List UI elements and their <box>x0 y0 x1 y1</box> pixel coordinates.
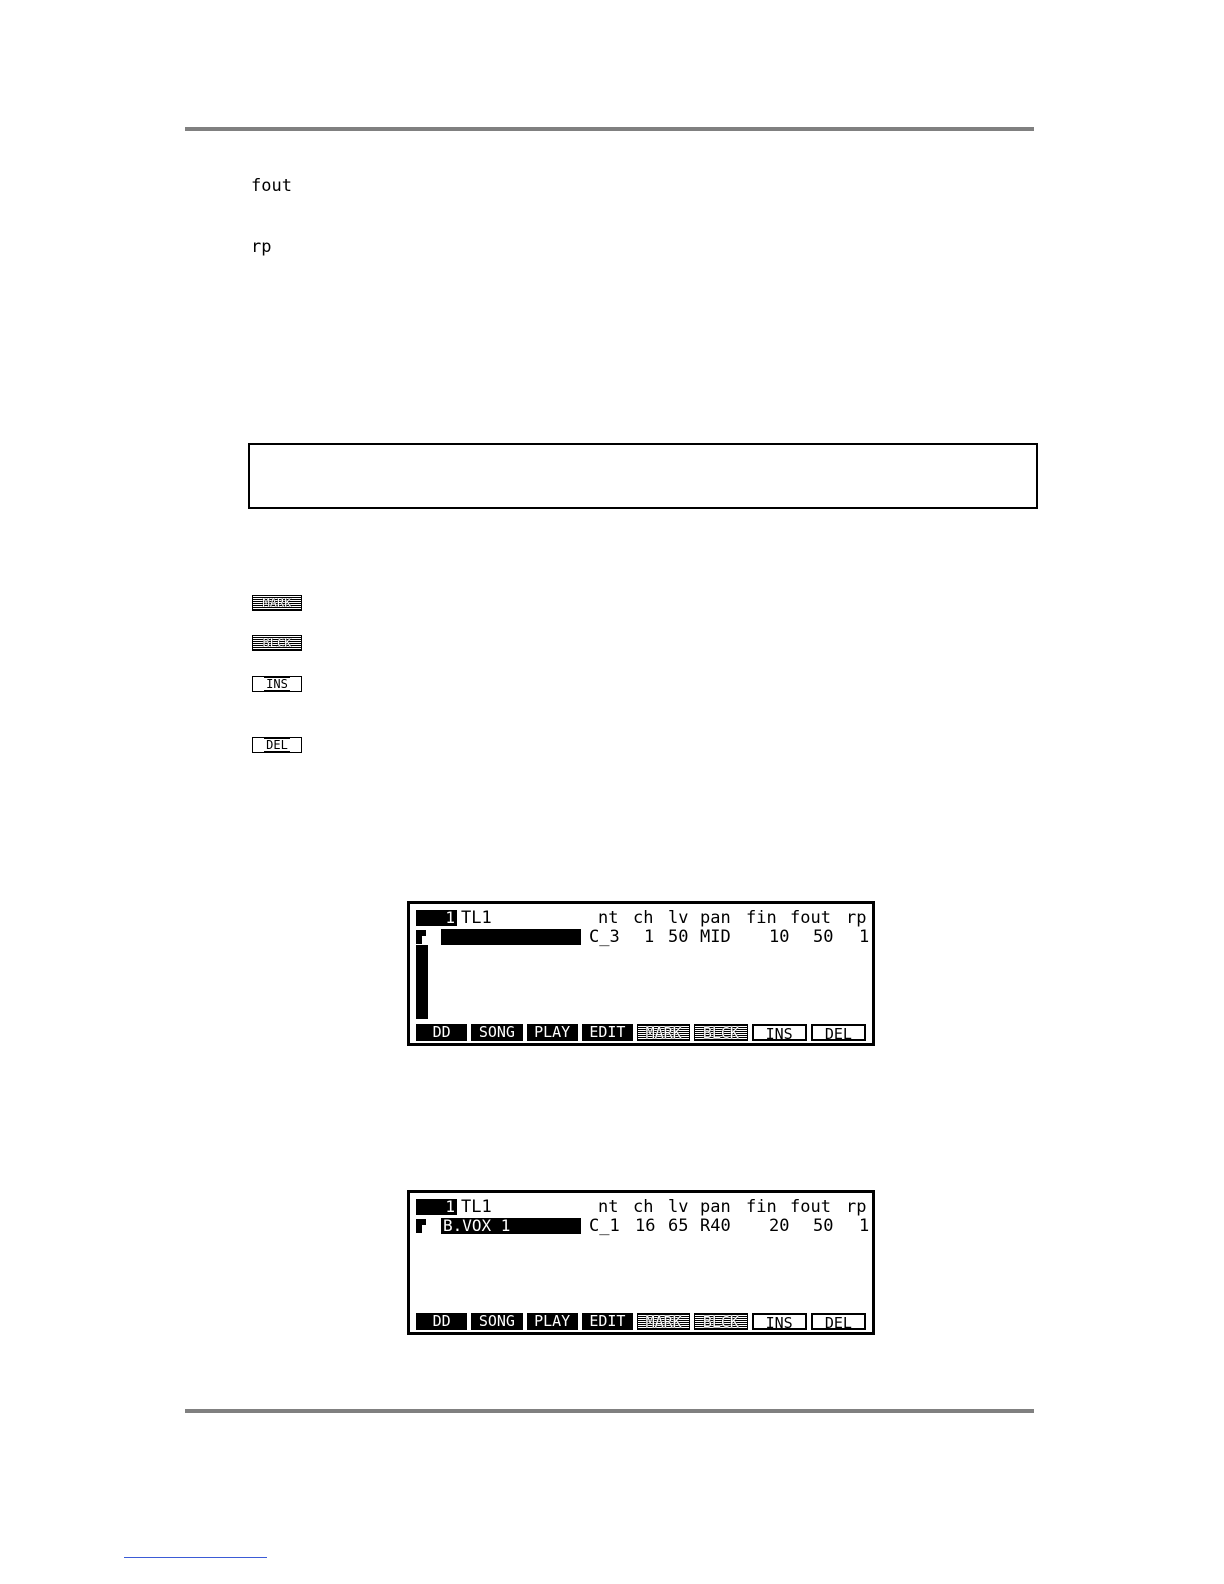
value-nt: C_1 <box>589 1216 620 1236</box>
key-dd: DD <box>416 1024 467 1041</box>
key-mark: MARK <box>637 1313 690 1330</box>
lcd-screen-filled-entry <box>407 1190 875 1335</box>
key-del: DEL <box>811 1024 866 1041</box>
key-play: PLAY <box>527 1313 578 1330</box>
header-rp: rp <box>846 1197 867 1217</box>
cursor-icon <box>416 1219 426 1233</box>
header-lv: lv <box>668 1197 689 1217</box>
track-name: TL1 <box>461 1197 492 1217</box>
scroll-bar <box>416 945 428 1019</box>
track-number: 1 <box>416 1199 457 1215</box>
value-pan: R40 <box>700 1216 731 1236</box>
term-rp: rp <box>251 237 272 257</box>
value-fin: 20 <box>769 1216 790 1236</box>
header-rule <box>185 127 1034 131</box>
del-softkey-icon <box>252 737 302 753</box>
key-blck: BLCK <box>694 1024 747 1041</box>
key-edit: EDIT <box>582 1313 633 1330</box>
function-keys <box>416 1024 866 1041</box>
value-rp: 1 <box>859 927 870 947</box>
key-mark: MARK <box>637 1024 690 1041</box>
sample-name-field: B.VOX 1 <box>441 1218 581 1234</box>
track-name: TL1 <box>461 908 492 928</box>
mark-softkey-icon: MARK <box>252 595 302 611</box>
header-ch: ch <box>633 1197 654 1217</box>
key-dd: DD <box>416 1313 467 1330</box>
header-rp: rp <box>846 908 867 928</box>
sample-name-field <box>441 929 581 945</box>
key-ins: INS <box>752 1313 807 1330</box>
header-ch: ch <box>633 908 654 928</box>
value-lv: 65 <box>668 1216 689 1236</box>
value-nt: C_3 <box>589 927 620 947</box>
ins-softkey-label: INS <box>266 677 288 691</box>
key-ins: INS <box>752 1024 807 1041</box>
lcd-screen-empty-entry <box>407 901 875 1046</box>
header-fout: fout <box>790 908 831 928</box>
key-play: PLAY <box>527 1024 578 1041</box>
key-del: DEL <box>811 1313 866 1330</box>
ins-softkey-icon <box>252 676 302 692</box>
value-lv: 50 <box>668 927 689 947</box>
del-softkey-label: DEL <box>266 738 288 752</box>
footer-link-underline[interactable] <box>124 1557 267 1558</box>
header-lv: lv <box>668 908 689 928</box>
track-number: 1 <box>416 910 457 926</box>
value-ch: 1 <box>644 927 655 947</box>
key-edit: EDIT <box>582 1024 633 1041</box>
note-box <box>248 443 1038 509</box>
key-song: SONG <box>471 1024 522 1041</box>
value-fin: 10 <box>769 927 790 947</box>
value-rp: 1 <box>859 1216 870 1236</box>
header-nt: nt <box>598 1197 619 1217</box>
value-fout: 50 <box>813 927 834 947</box>
value-fout: 50 <box>813 1216 834 1236</box>
footer-rule <box>185 1409 1034 1413</box>
function-keys <box>416 1313 866 1330</box>
header-fin: fin <box>746 1197 777 1217</box>
header-fin: fin <box>746 908 777 928</box>
value-pan: MID <box>700 927 731 947</box>
header-pan: pan <box>700 1197 731 1217</box>
blck-softkey-icon: BLCK <box>252 635 302 651</box>
header-nt: nt <box>598 908 619 928</box>
key-blck: BLCK <box>694 1313 747 1330</box>
value-ch: 16 <box>635 1216 656 1236</box>
header-fout: fout <box>790 1197 831 1217</box>
term-fout: fout <box>251 176 292 196</box>
cursor-icon <box>416 930 426 944</box>
key-song: SONG <box>471 1313 522 1330</box>
header-pan: pan <box>700 908 731 928</box>
